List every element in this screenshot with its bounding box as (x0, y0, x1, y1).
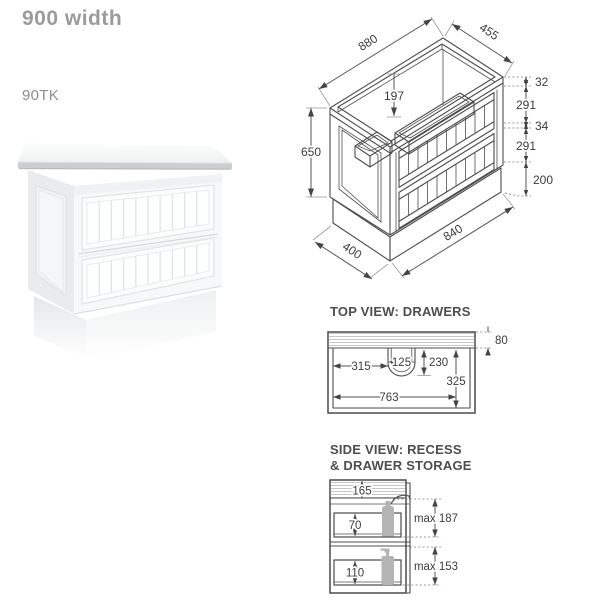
tv-dim-bench-overhang: 80 (495, 335, 508, 347)
tv-dim-internal-width: 763 (379, 392, 399, 404)
side-view-title-line2: & DRAWER STORAGE (330, 457, 472, 473)
side-view-title (330, 442, 472, 473)
iso-dim-drawer1-front: 291 (515, 98, 537, 112)
sv-dim-upper-drawer: 70 (348, 520, 362, 532)
top-view-cabinet (328, 332, 475, 413)
tv-dim-left-to-recess: 315 (351, 361, 371, 373)
sv-dim-lower-drawer: 110 (345, 567, 365, 580)
iso-dim-kick-height: 200 (533, 173, 554, 187)
top-view-drawing (325, 326, 515, 421)
side-view-title-line1: SIDE VIEW: RECESS (330, 442, 462, 457)
iso-dim-base-depth: 400 (339, 239, 365, 262)
iso-dim-top-width: 880 (355, 31, 381, 54)
vanity-cabinet-photo (18, 143, 232, 360)
iso-dim-top-rail: 32 (535, 75, 549, 89)
sv-dim-lower-max: max 153 (413, 561, 459, 573)
cabinet-isometric (330, 38, 503, 261)
sv-dim-upper-max: max 187 (413, 513, 459, 525)
top-view-title: TOP VIEW: DRAWERS (330, 304, 471, 319)
iso-dim-recess-depth: 197 (383, 89, 405, 103)
page-title: 900 width (22, 7, 123, 30)
iso-dim-height: 650 (300, 145, 322, 159)
product-photo (8, 126, 280, 358)
iso-dim-drawer2-front: 291 (515, 139, 537, 153)
side-view-drawing (325, 475, 500, 600)
iso-dim-drawer-gap: 34 (535, 119, 549, 133)
isometric-drawing (298, 0, 600, 300)
tv-dim-internal-depth: 325 (446, 376, 466, 388)
tv-dim-recess-depth: 230 (429, 357, 449, 369)
sv-dim-bench-height: 165 (352, 485, 372, 498)
iso-dim-top-depth: 455 (476, 20, 502, 43)
iso-dim-base-width: 840 (440, 221, 466, 244)
model-code: 90TK (22, 87, 60, 104)
tall-bottle-silhouette (382, 501, 394, 537)
tv-dim-recess-width: 125 (391, 357, 412, 369)
